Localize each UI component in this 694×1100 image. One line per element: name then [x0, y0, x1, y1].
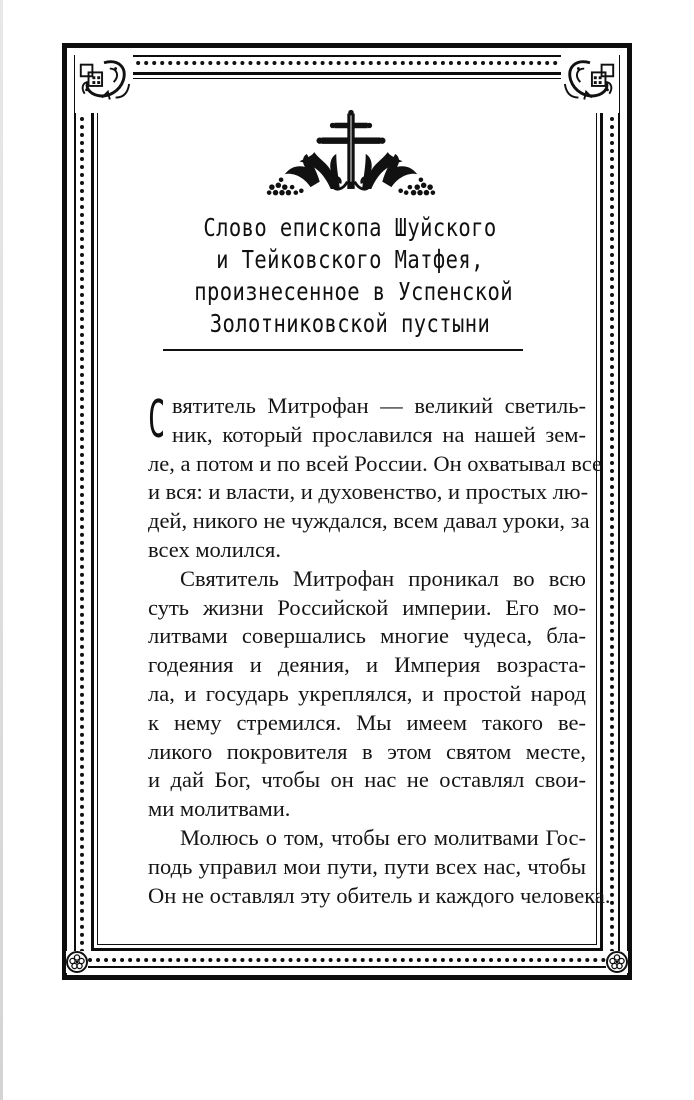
paragraph: [148, 824, 611, 910]
text-line: подь управил мои пути, пути всех нас, чтобы: [148, 853, 586, 879]
text-line: и дай Бог, чтобы он нас не оставлял свои-: [148, 767, 586, 793]
text-line: ла, и государь укреплялся, и простой народ: [148, 680, 586, 706]
rosette-icon: [606, 951, 628, 973]
title-line: Слово епископа Шуйского: [203, 213, 497, 242]
rosette-icon: [66, 951, 88, 973]
title-divider: [163, 349, 523, 351]
paragraph: [148, 565, 586, 824]
text-line: ми молитвами.: [148, 796, 291, 822]
text-line: ник, который прославился на нашей зем-: [172, 421, 586, 447]
text-line: и вся: и власти, и духовенство, и простых лю-: [148, 479, 589, 505]
text-line: всех молился.: [148, 536, 281, 562]
text-line: дей, никого не чуждался, всем давал уроки, за: [148, 508, 590, 534]
celtic-knot-corner-icon: [75, 55, 133, 113]
title-line: произнесенное в Успенской: [194, 277, 514, 306]
text-line: годеяния и деяния, и Империя возраста-: [148, 652, 586, 678]
celtic-knot-corner-icon: [561, 55, 619, 113]
text-line: суть жизни Российской империи. Его мо-: [148, 594, 586, 620]
text-line: литвами совершались многие чудеса, бла-: [148, 623, 586, 649]
title-line: Золотниковской пустыни: [209, 309, 491, 338]
document-body: [148, 390, 611, 910]
text-line: Святитель Митрофан проникал во всю: [180, 565, 586, 591]
page-edge: [0, 0, 3, 1100]
drop-cap: С: [148, 390, 166, 450]
text-line: вятитель Митрофан — великий светиль-: [172, 393, 586, 418]
text-line: к нему стремился. Мы имеем такого ве-: [148, 709, 586, 735]
cross-with-foliage-icon: [258, 108, 444, 200]
text-line: ле, а потом и по всей России. Он охватывал все: [148, 450, 602, 476]
title-line: и Тейковского Матфея,: [216, 245, 484, 274]
text-line: ликого покровителя в этом святом месте,: [148, 738, 586, 764]
paragraph: [148, 390, 602, 565]
text-line: Молюсь о том, чтобы его молитвами Гос-: [180, 824, 586, 850]
document-title: [194, 212, 514, 340]
text-line: Он не оставлял эту обитель и каждого человека.: [148, 882, 611, 908]
